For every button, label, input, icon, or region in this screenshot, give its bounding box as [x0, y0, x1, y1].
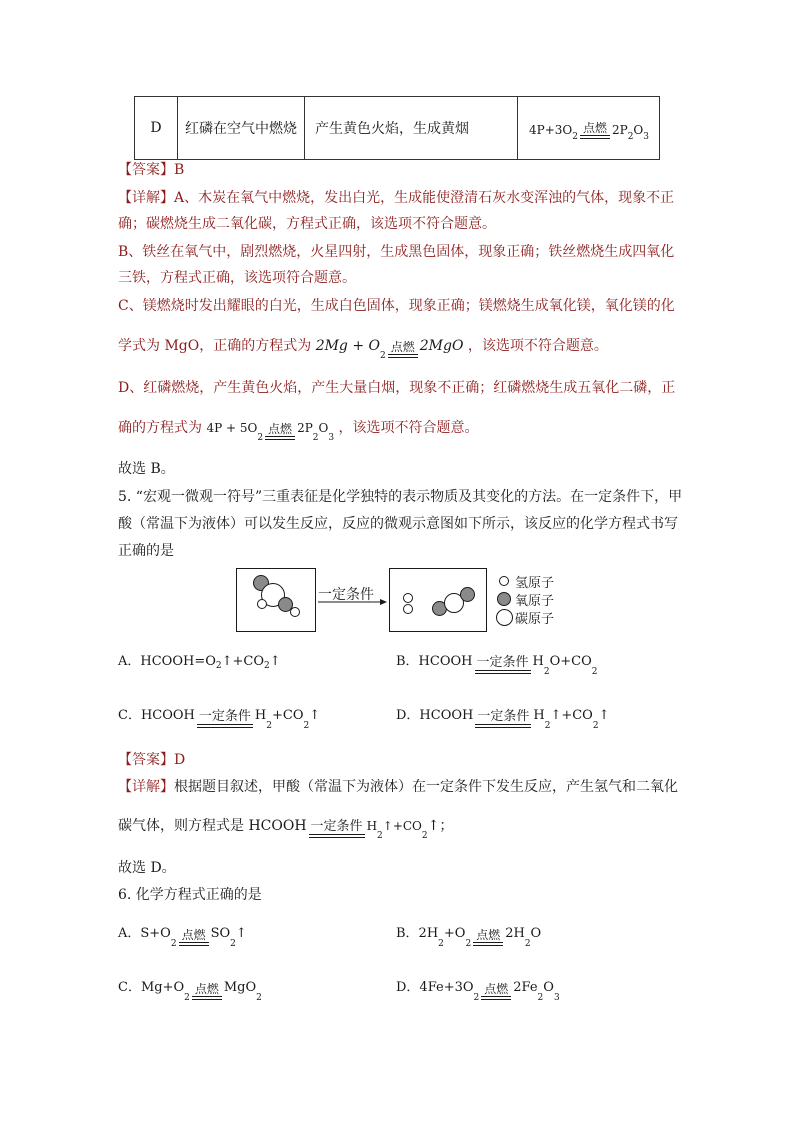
equation: C．HCOOH 一定条件 H 2 +CO 2 ↑ — [118, 708, 321, 731]
detail-text: 根据题目叙述，甲酸（常温下为液体）在一定条件下发生反应，产生氢气和二氧化 — [174, 779, 678, 795]
q5-conclusion: 故选 D。 — [118, 860, 176, 876]
detail-tag: 【详解】 — [118, 779, 174, 795]
q5-stem-1: 5. “宏观一微观一符号”三重表征是化学独特的表示物质及其变化的方法。在一定条件下，甲 — [118, 489, 683, 505]
q4-detail-a1 — [118, 188, 674, 208]
q5-detail-2 — [118, 816, 454, 841]
q4-detail-b2: 三铁，方程式正确，该选项符合题意。 — [118, 270, 356, 286]
q5-detail-1 — [118, 777, 678, 797]
text: O — [530, 926, 542, 941]
q4-detail-d1: D、红磷燃烧，产生黄色火焰，产生大量白烟，现象不正确；红磷燃烧生成五氧化二磷，正 — [118, 380, 676, 396]
text: 2H — [505, 926, 525, 941]
q4-answer — [118, 160, 184, 180]
text: 碳气体，则方程式是 HCOOH — [118, 818, 307, 834]
q5-stem-3: 正确的是 — [118, 543, 174, 559]
condition-mark — [192, 982, 222, 1000]
eq-right: 2P — [297, 421, 313, 435]
text: ↑ — [269, 654, 281, 669]
sub: 2 — [215, 661, 222, 671]
arrow-label: 一定条件 — [318, 587, 374, 603]
q4-detail-b1: B、铁丝在氧气中，剧烈燃烧，火星四射，生成黑色固体，现象正确；铁丝燃烧生成四氧化 — [118, 244, 675, 260]
eq-left: 4P + 5O — [206, 421, 258, 435]
text: +O — [443, 926, 466, 941]
text: 学式为 MgO，正确的方程式为 — [118, 338, 312, 354]
oxygen-atom — [460, 587, 475, 602]
equation: D．4Fe+3O 2 点燃 2Fe 2 O 3 — [396, 980, 560, 1003]
double-line — [388, 354, 418, 358]
q4-detail-c1: C、镁燃烧时发出耀眼的白光，生成白色固体，现象正确；镁燃烧生成氧化镁，氧化镁的化 — [118, 298, 675, 314]
condition-mark — [475, 656, 531, 674]
condition-mark — [580, 121, 610, 139]
text: SO — [210, 926, 231, 941]
double-line — [473, 942, 503, 946]
answer-value: B — [174, 162, 185, 178]
text: H — [254, 708, 267, 723]
text: H — [532, 654, 544, 669]
text: 2Fe — [513, 980, 538, 995]
text: A．HCOOH=O — [118, 654, 216, 669]
eq-right-mid: O — [633, 123, 644, 137]
q5-option-a[interactable] — [118, 652, 281, 672]
text: ↑+CO — [221, 654, 264, 669]
condition-mark — [265, 422, 295, 440]
condition-text: 一定条件 — [198, 709, 251, 724]
text: ↑； — [427, 818, 454, 834]
table-cell-letter — [135, 97, 178, 159]
answer-tag: 【答案】 — [118, 162, 174, 178]
eq-left: 2Mg + O — [315, 338, 380, 354]
hydrogen-icon — [499, 576, 509, 586]
eq-right: 2P — [611, 123, 628, 137]
condition-text: 一定条件 — [477, 709, 530, 724]
text: A．S+O — [118, 926, 171, 941]
text: C．Mg+O — [118, 980, 185, 995]
text: H — [533, 708, 545, 723]
double-line — [192, 996, 222, 1000]
eq-right: 2MgO — [419, 338, 464, 354]
hydrogen-atom — [257, 599, 267, 609]
equation-p2o5: 4P + 5O 2 点燃 2P 2 O 3 — [206, 418, 334, 438]
table-cell-substance — [178, 97, 305, 159]
reactant-box — [236, 568, 316, 632]
hydrogen-atom — [403, 604, 413, 614]
text: ↑+CO — [382, 819, 422, 833]
q4-detail-d2 — [118, 418, 479, 443]
legend-item-hydrogen — [496, 572, 554, 590]
q4-detail-c2 — [118, 336, 608, 361]
condition-mark — [179, 928, 209, 946]
eq-right: O — [318, 421, 329, 435]
product-box — [389, 568, 487, 632]
q4-conclusion: 故选 B。 — [118, 461, 175, 477]
text: O+CO — [549, 654, 592, 669]
equation: B．HCOOH 一定条件 H 2 O+CO 2 — [396, 654, 598, 677]
legend-label: 氢原子 — [515, 575, 555, 591]
q5-option-d[interactable] — [396, 706, 610, 731]
table-cell-phenomenon — [305, 97, 518, 159]
sub: 2 — [264, 661, 270, 671]
text: ↑+CO — [550, 708, 593, 723]
reaction-arrow-icon — [318, 598, 388, 606]
equation-mgo: 2Mg + O 2 点燃 2MgO — [315, 338, 464, 361]
double-line — [179, 942, 209, 946]
eq-left: 4P+3O — [528, 123, 573, 137]
condition-text: 点燃 — [582, 121, 607, 135]
double-line — [580, 135, 610, 139]
q5-stem-2: 酸（常温下为液体）可以发生反应，反应的微观示意图如下所示，该反应的化学方程式书写 — [118, 516, 678, 532]
condition-mark — [481, 982, 511, 1000]
q4-detail-a2: 确；碳燃烧生成二氧化碳，方程式正确，该选项不符合题意。 — [118, 216, 496, 232]
q5-answer — [118, 750, 185, 770]
equation: D．HCOOH 一定条件 H 2 ↑+CO 2 ↑ — [396, 708, 610, 731]
double-line — [197, 724, 253, 728]
condition-text: 一定条件 — [310, 819, 363, 834]
legend-label: 氧原子 — [515, 593, 555, 609]
legend — [496, 572, 554, 626]
table-cell-equation — [519, 97, 659, 159]
double-line — [475, 724, 531, 728]
options-table-row-d — [134, 96, 660, 160]
cell-substance-text: 红磷在空气中燃烧 — [185, 121, 297, 137]
text: ↑ — [235, 926, 247, 941]
condition-text: 点燃 — [194, 982, 219, 996]
answer-tag: 【答案】 — [118, 752, 174, 768]
legend-item-carbon — [496, 608, 554, 626]
equation: B．2H 2 +O 2 点燃 2H 2 O — [396, 926, 542, 949]
q6-option-b[interactable] — [396, 924, 542, 949]
text: B．2H — [396, 926, 439, 941]
cell-phenomenon-text: 产生黄色火焰，生成黄烟 — [315, 121, 469, 137]
double-line — [265, 436, 295, 440]
q6-option-d[interactable] — [396, 978, 560, 1003]
text: MgO — [223, 980, 257, 995]
condition-text: 点燃 — [268, 422, 293, 436]
double-line — [481, 996, 511, 1000]
condition-mark — [197, 710, 253, 728]
double-line — [309, 834, 365, 838]
text: ↑ — [598, 708, 610, 723]
equation: A．S+O 2 点燃 SO 2 ↑ — [118, 926, 247, 949]
q5-option-c[interactable] — [118, 706, 321, 731]
q6-option-a[interactable] — [118, 924, 247, 949]
detail-text: A、木炭在氧气中燃烧，发出白光，生成能使澄清石灰水变浑浊的气体，现象不正 — [174, 190, 675, 206]
cell-letter-text: D — [150, 120, 162, 136]
condition-mark — [388, 340, 418, 358]
text: O — [543, 980, 554, 995]
q6-option-c[interactable] — [118, 978, 262, 1003]
hydrogen-atom — [403, 593, 413, 603]
condition-mark — [475, 710, 531, 728]
legend-item-oxygen — [496, 590, 554, 608]
carbon-icon — [496, 609, 513, 626]
text: 确的方程式为 — [118, 420, 202, 436]
condition-text: 点燃 — [390, 340, 415, 354]
answer-value: D — [174, 752, 186, 768]
condition-mark — [309, 820, 365, 838]
oxygen-icon — [497, 592, 511, 606]
text: C．HCOOH — [118, 708, 195, 723]
detail-tag: 【详解】 — [118, 190, 174, 206]
condition-mark — [473, 928, 503, 946]
legend-label: 碳原子 — [515, 611, 555, 627]
condition-text: 点燃 — [476, 928, 501, 942]
q5-option-b[interactable] — [396, 652, 598, 677]
text: ，该选项不符合题意。 — [338, 420, 479, 436]
text: B．HCOOH — [396, 654, 473, 669]
equation: 碳气体，则方程式是 HCOOH 一定条件 H 2 ↑+CO 2 ↑； — [118, 818, 454, 841]
q6-stem: 6. 化学方程式正确的是 — [118, 887, 262, 903]
hydrogen-atom — [290, 607, 300, 617]
double-line — [475, 670, 531, 674]
text: D．4Fe+3O — [396, 980, 474, 995]
condition-text: 一定条件 — [476, 655, 529, 670]
condition-text: 点燃 — [484, 982, 509, 996]
text: H — [366, 819, 378, 833]
equation: 4P+3O 2 点燃 2P 2 O 3 — [528, 121, 649, 142]
text: ，该选项不符合题意。 — [467, 338, 608, 354]
equation: C．Mg+O 2 点燃 MgO 2 — [118, 980, 262, 1003]
text: D．HCOOH — [396, 708, 474, 723]
condition-text: 点燃 — [181, 928, 206, 942]
text: +CO — [271, 708, 304, 723]
text: ↑ — [309, 708, 321, 723]
